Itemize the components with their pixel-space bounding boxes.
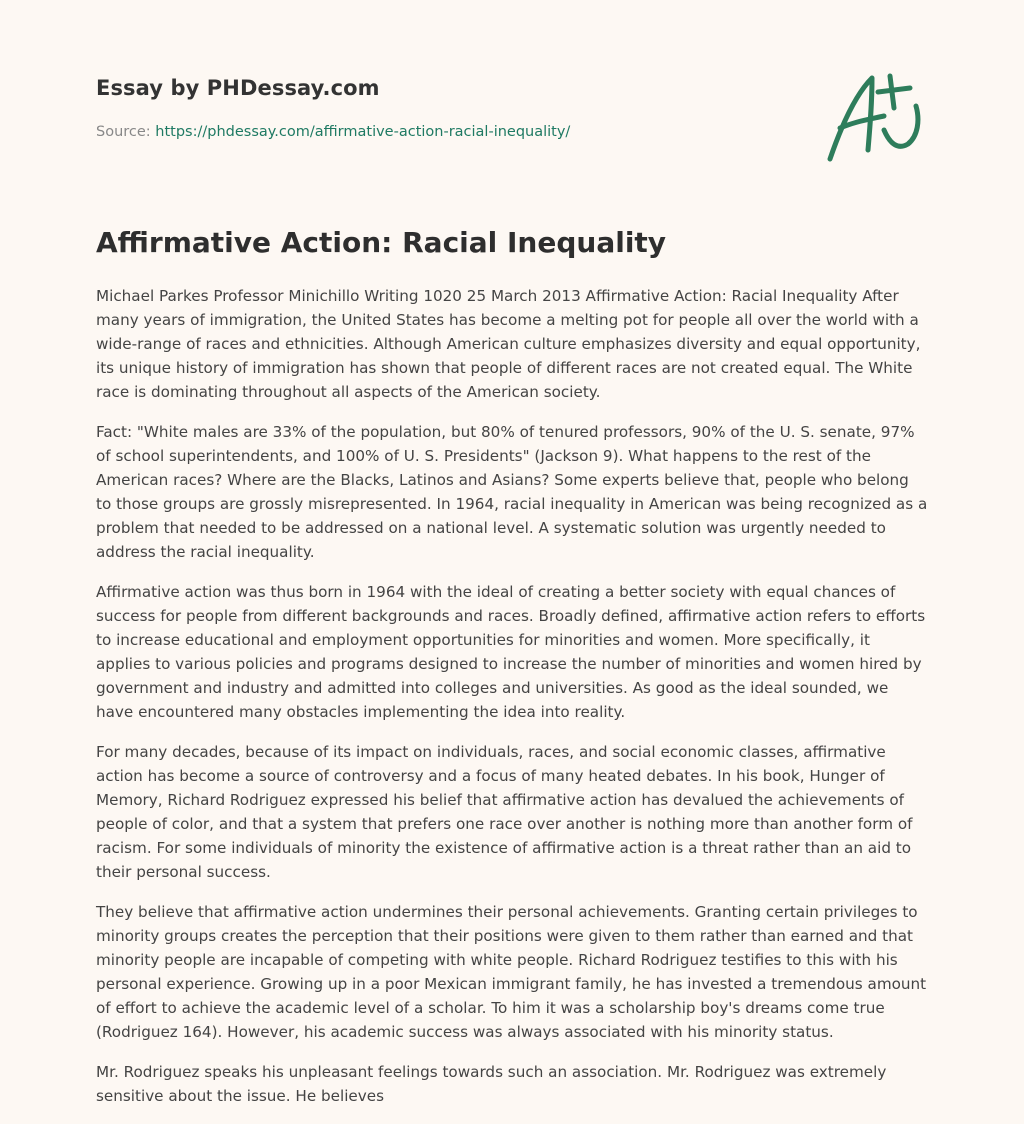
essay-paragraph: Mr. Rodriguez speaks his unpleasant feelings towards such an association. Mr. Rodriguez was extremely sensitive about the issue. He believes [96,1063,887,1105]
essay-title: Affirmative Action: Racial Inequality [96,226,667,259]
essay-paragraph: For many decades, because of its impact on individuals, races, and social economic classes, affirmative action has become a source of controversy and a focus of many heated debates. In his book, Hunger of Memory, Richard Rodriguez expressed his belief that affirmative action has devalued the achievements of people of color, and that a system that prefers one race over another is nothing more than another form of racism. For some individuals of minority the existence of affirmative action is a threat rather than an aid to their personal success. [96,743,913,881]
essay-body [96,284,928,1124]
essay-paragraph: Michael Parkes Professor Minichillo Writing 1020 25 March 2013 Affirmative Action: Racial Inequality After many years of immigration, the United States has become a melting pot for people all over the world with a wide-range of races and ethnicities. Although American culture emphasizes diversity and equal opportunity, its unique history of immigration has shown that people of different races are not created equal. The White race is dominating throughout all aspects of the American society. [96,287,921,401]
source-link[interactable]: https://phdessay.com/affirmative-action-racial-inequality/ [155,124,571,140]
source-label: Source: [96,124,156,140]
essay-paragraph: They believe that affirmative action undermines their personal achievements. Granting certain privileges to minority groups creates the perception that their positions were given to them rather than earned and that minority people are incapable of competing with white people. Richard Rodriguez testifies to this with his personal experience. Growing up in a poor Mexican immigrant family, he has invested a tremendous amount of effort to achieve the academic level of a scholar. To him it was a scholarship boy's dreams come true (Rodriguez 164). However, his academic success was always associated with his minority status. [96,903,927,1041]
a-plus-grade-icon [820,64,930,164]
source-line [96,124,570,140]
essay-paragraph: Fact: "White males are 33% of the population, but 80% of tenured professors, 90% of the U. S. senate, 97% of school superintendents, and 100% of U. S. Presidents" (Jackson 9). What happens to the rest of the American races? Where are the Blacks, Latinos and Asians? Some experts believe that, people who belong to those groups are grossly misrepresented. In 1964, racial inequality in American was being recognized as a problem that needed to be addressed on a national level. A systematic solution was urgently needed to address the racial inequality. [96,423,928,561]
essay-paragraph: Affirmative action was thus born in 1964 with the ideal of creating a better society with equal chances of success for people from different backgrounds and races. Broadly defined, affirmative action refers to efforts to increase educational and employment opportunities for minorities and women. More specifically, it applies to various policies and programs designed to increase the number of minorities and women hired by government and industry and admitted into colleges and universities. As good as the ideal sounded, we have encountered many obstacles implementing the idea into reality. [96,583,926,721]
site-brand: Essay by PHDessay.com [96,76,380,100]
